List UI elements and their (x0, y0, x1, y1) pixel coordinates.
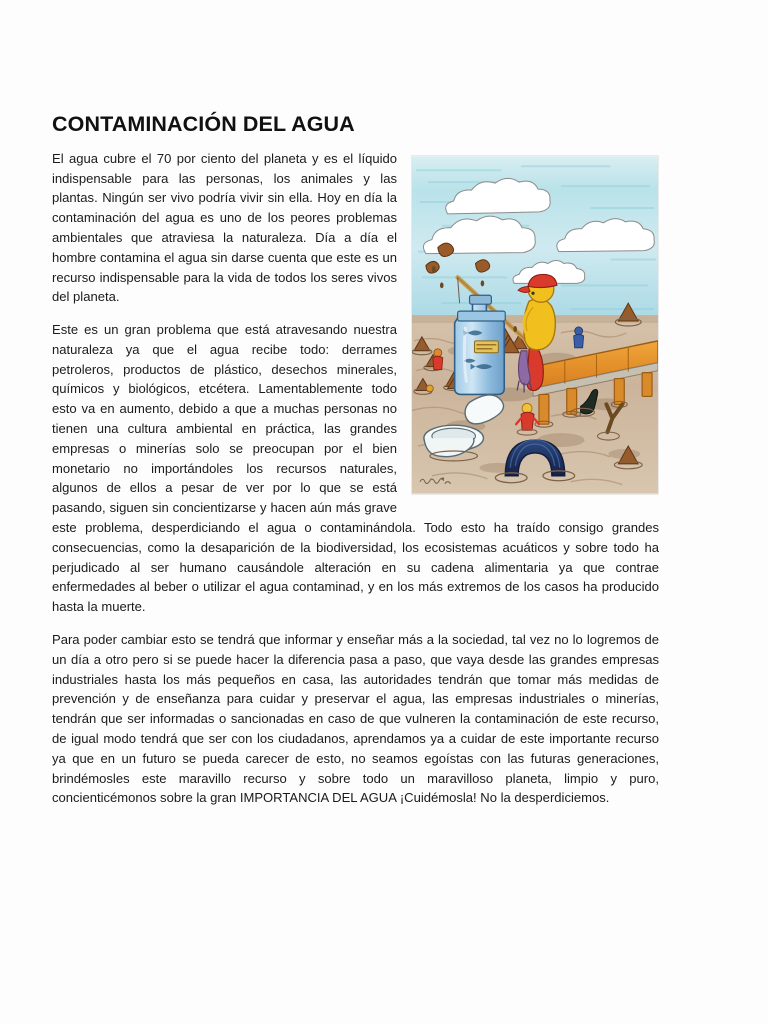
wading-figure-blue (574, 327, 584, 348)
wading-figure-small (426, 385, 433, 392)
paragraph-3: Para poder cambiar esto se tendrá que informar y enseñar más a la sociedad, tal vez no lo logremos de un día a otro pero si se puede hacer la diferencia pasa a paso, que vaya desde las grandes empresas industriales hasta los más pequeños en casa, las autoridades tendrán que tomar más medidas de prevención y de enseñanza para cuidar y preservar el agua, las empresas industriales o minerías, tendrán que ser informadas o sancionadas en caso de que vulneren la contaminación de este recurso, de igual modo tendrá que ser con los ciudadanos, aprendamos ya a cuidar de este importante recurso ya que en un futuro se pueda carecer de esto, no seamos egoístas con las futuras generaciones, brindémosles este maravillo recurso y sobre todo un maravilloso planeta, limpio y puro, concienticémonos sobre la gran IMPORTANCIA DEL AGUA ¡Cuidémosla! No la desperdiciemos. (52, 632, 659, 806)
document-body (52, 112, 659, 808)
wading-figure-red-left (433, 349, 443, 370)
page-title: CONTAMINACIÓN DEL AGUA (52, 112, 355, 136)
water-pollution-illustration (411, 155, 659, 495)
paragraph-1: El agua cubre el 70 por ciento del planeta y es el líquido indispensable para las personas, los animales y las plantas. Ningún ser vivo podría vivir sin ella. Hoy en día la contaminación del agua es uno de los peores problemas ambientales que atraviesa la naturaleza. Día a día el hombre contamina el agua sin darse cuenta que este es un recurso indispensable para la vida de todos los seres vivos del planeta. (52, 150, 397, 305)
illustration-figure (411, 155, 659, 495)
paragraph-2: Este es un gran problema que está atravesando nuestra naturaleza ya que el agua recibe todo: derrames petroleros, productos de plástico, desechos minerales, químicos y biológicos, etcétera. Lamentablemente todo esto va en aumento, debido a que a muchas personas no tienen una cultura ambiental en práctica, las grandes empresas o minerías solo se preocupan por el bien monetario no importándoles los recursos naturales, algunos de ellos a pesar de ver por lo que se está pasando, siguen sin concientizarse y hacen aún más grave este problema, desperdiciando el agua o contaminándola. Todo esto ha traído consigo grandes consecuencias, como la desaparición de la biodiversidad, los ecosistemas acuáticos y sobre todo ha perjudicado al ser humano causándole alteración en su cadena alimentaria ya que contrae enfermedades al beber o utilizar el agua contaminad, y en los más extremos de los casos ha producido hasta la muerte. (52, 322, 659, 615)
